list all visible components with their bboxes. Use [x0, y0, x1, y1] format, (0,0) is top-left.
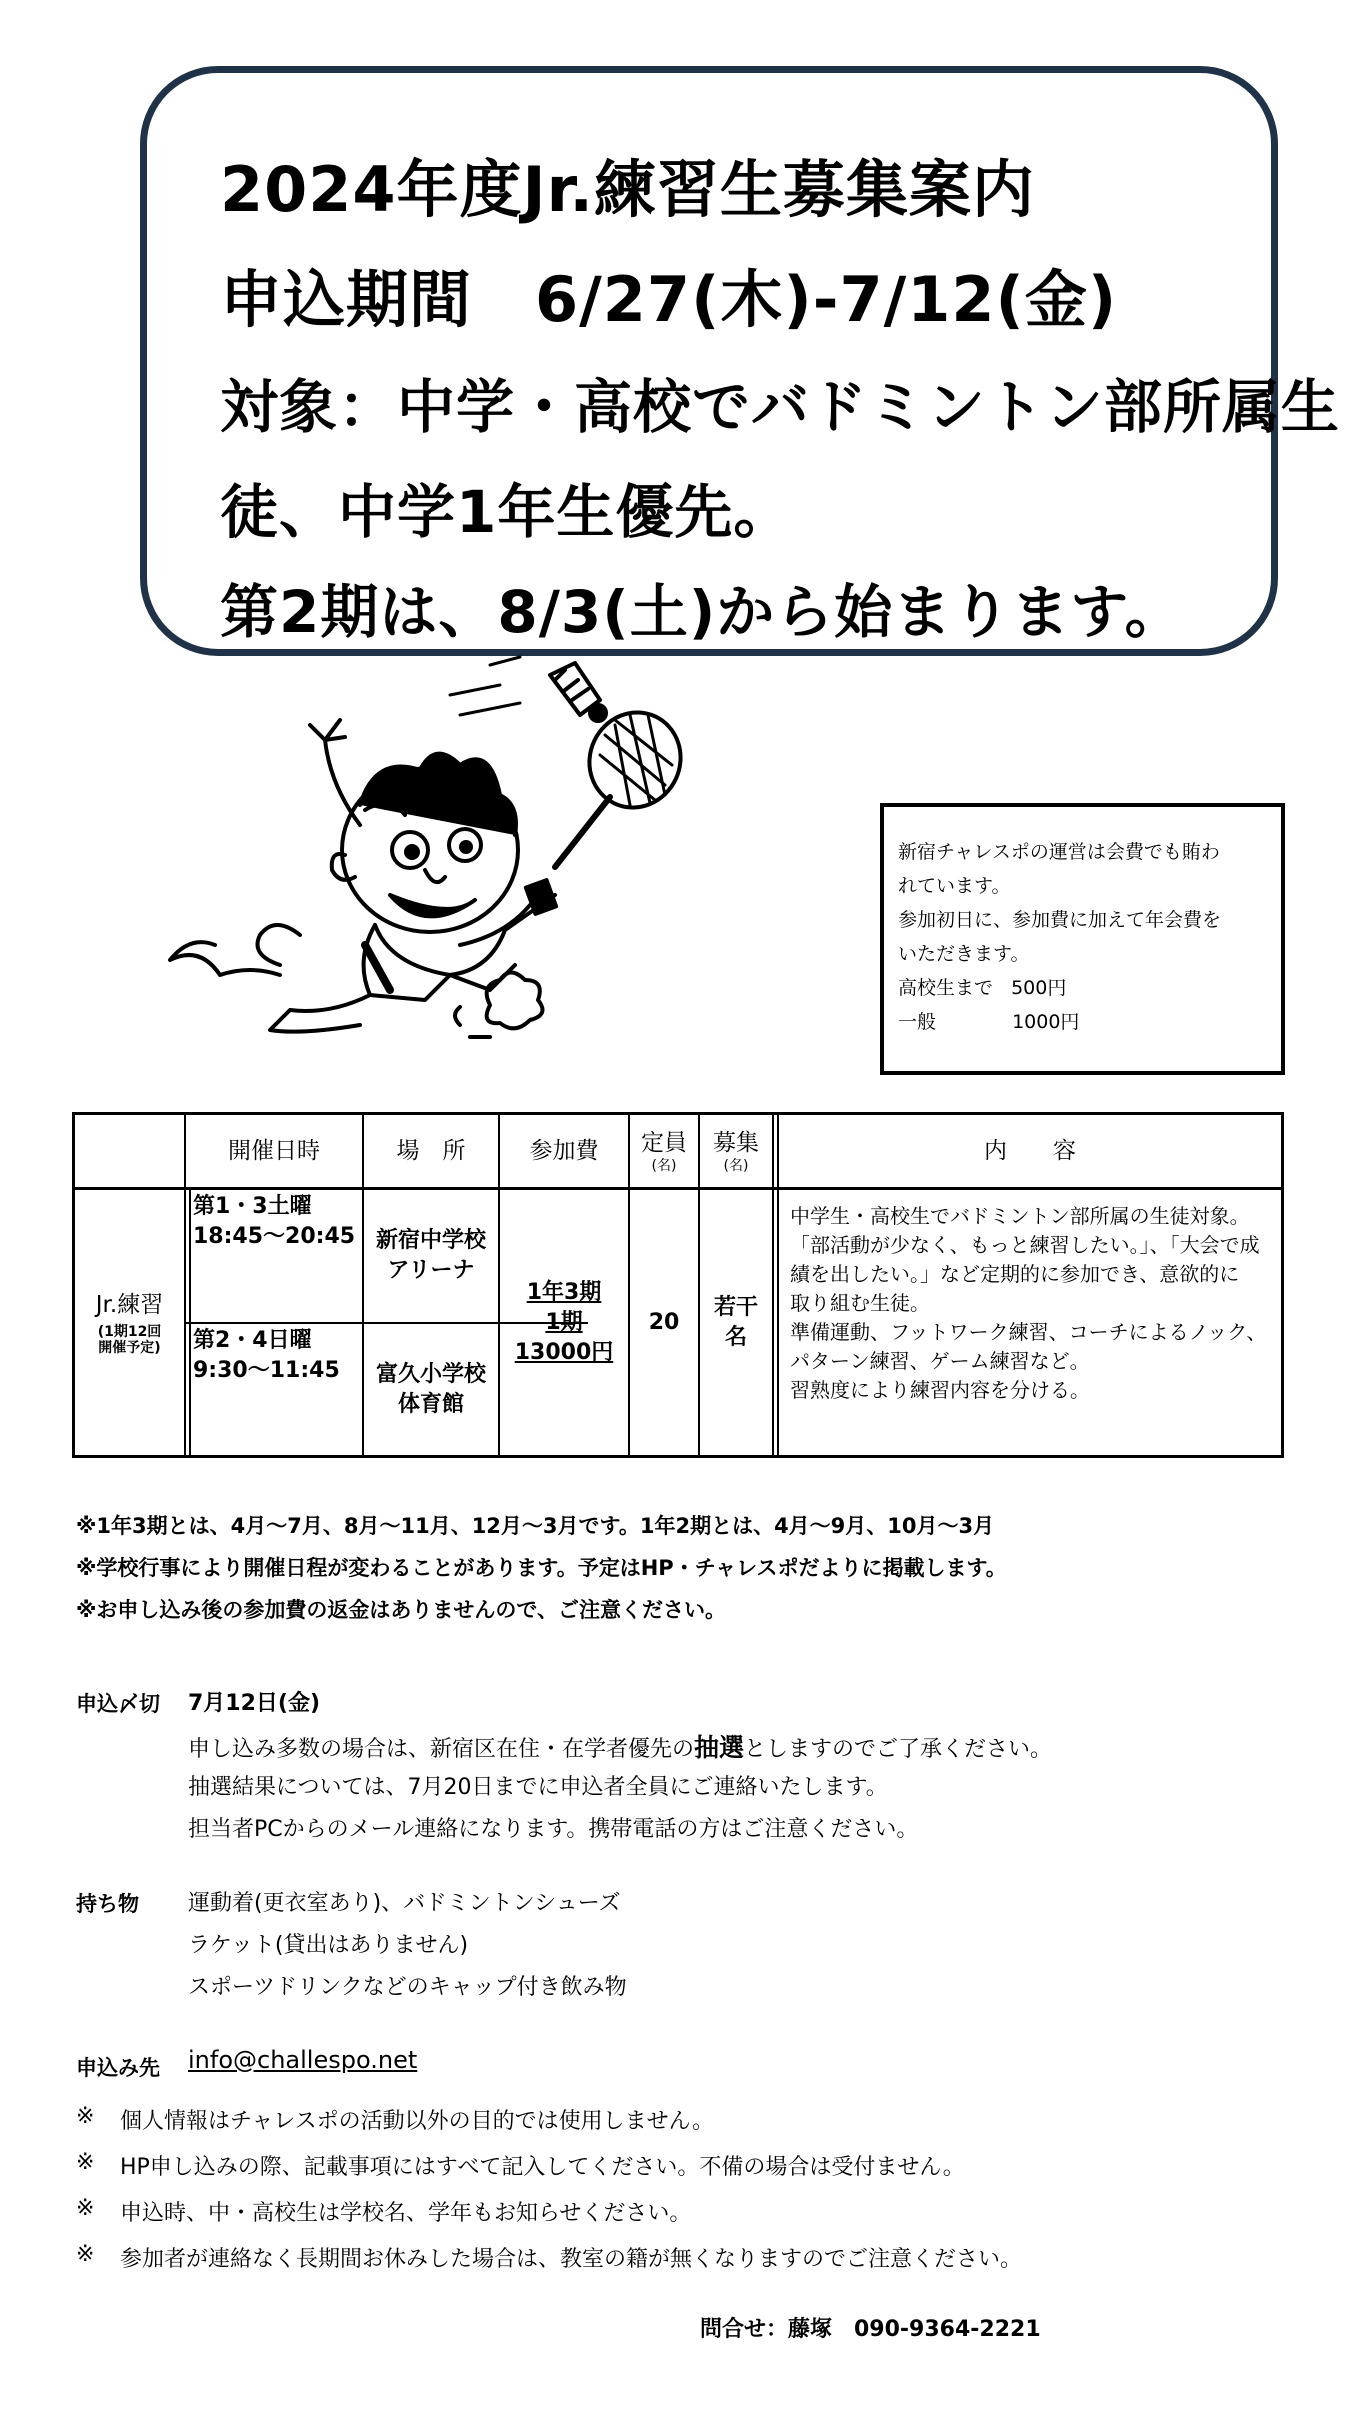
note-no-refund: ※お申し込み後の参加費の返金はありませんので、ご注意ください。 [76, 1598, 726, 1622]
headline-target-line2: 徒、中学1年生優先。 [220, 478, 793, 546]
date2-day: 第2・4日曜 [193, 1328, 312, 1353]
place1-sub: アリーナ [387, 1258, 475, 1283]
place1-cell [364, 1192, 498, 1320]
caution-item: 申込時、中・高校生は学校名、学年もお知らせください。 [120, 2201, 692, 2226]
header-content: 内 容 [984, 1138, 1076, 1164]
badminton-boy-illustration [160, 645, 740, 1045]
place2-sub: 体育館 [397, 1392, 464, 1417]
fee-label: 一般 [898, 1011, 937, 1033]
racket-icon [555, 697, 696, 867]
place2-name: 富久小学校 [375, 1362, 486, 1387]
membership-fee-note [880, 803, 1285, 1075]
header-capacity-label: 定員 [641, 1130, 687, 1156]
headline-start-date: 第2期は、8/3(土)から始まります。 [220, 578, 1184, 646]
boy-head [332, 754, 518, 932]
caution-mark: ※ [76, 2242, 95, 2267]
program-note: 開催予定) [98, 1339, 161, 1356]
content-line: 績を出したい。」など定期的に参加でき、意欲的に [790, 1262, 1240, 1286]
content-line: 中学生・高校生でバドミントン部所属の生徒対象。 [790, 1204, 1250, 1228]
caution-mark: ※ [76, 2104, 95, 2129]
deadline-result-line: 抽選結果については、7月20日までに申込者全員にご連絡いたします。 [188, 1775, 888, 1800]
belongings-item: 運動着(更衣室あり)、バドミントンシューズ [188, 1891, 621, 1916]
caution-item: 参加者が連絡なく長期間お休みした場合は、教室の籍が無くなりますのでご注意ください。 [120, 2247, 1023, 2272]
header-datetime: 開催日時 [228, 1138, 320, 1164]
fee-row-student [898, 971, 1267, 1005]
fee-amount: 500円 [1011, 977, 1067, 999]
header-recruit-label: 募集 [713, 1130, 759, 1156]
belongings-item: スポーツドリンクなどのキャップ付き飲み物 [188, 1975, 627, 2000]
fee-amount: 1000円 [1012, 1011, 1080, 1033]
deadline-label: 申込〆切 [76, 1692, 160, 1716]
note-schedule-change: ※学校行事により開催日程が変わることがあります。予定はHP・チャレスポだよりに掲載します。 [76, 1556, 1007, 1580]
date1-day: 第1・3土曜 [193, 1194, 312, 1219]
deadline-date: 7月12日(金) [188, 1691, 321, 1716]
recruit-value: 名 [724, 1324, 747, 1350]
date1-cell [193, 1192, 362, 1320]
caution-mark: ※ [76, 2150, 95, 2175]
date2-time: 9:30～11:45 [193, 1358, 340, 1383]
belongings-label: 持ち物 [76, 1892, 139, 1916]
headline-title: 2024年度Jr.練習生募集案内 [220, 153, 1035, 226]
header-recruit-unit: (名) [723, 1158, 749, 1174]
content-line: パターン練習、ゲーム練習など。 [790, 1349, 1090, 1373]
header-capacity-unit: (名) [651, 1158, 677, 1174]
apply-label: 申込み先 [76, 2056, 160, 2080]
caution-item: HP申し込みの際、記載事項にはすべて記入してください。不備の場合は受付ません。 [120, 2155, 965, 2180]
deadline-lottery-line [188, 1728, 1052, 1764]
fee-amount: 13000円 [514, 1339, 614, 1365]
program-note: (1期12回 [97, 1323, 162, 1340]
caution-mark: ※ [76, 2196, 95, 2221]
caution-item: 個人情報はチャレスポの活動以外の目的では使用しません。 [120, 2109, 715, 2134]
fee-period: 1期 [545, 1309, 583, 1335]
lottery-text-bold: 抽選 [694, 1733, 745, 1762]
content-line: 「部活動が少なく、もっと練習したい。」、「大会で成 [790, 1233, 1260, 1257]
fee-cell [500, 1190, 628, 1455]
date2-cell [193, 1326, 362, 1454]
fee-period: 1年3期 [526, 1279, 602, 1305]
shuttlecock-icon [550, 663, 606, 721]
belongings-item: ラケット(貸出はありません) [188, 1933, 469, 1958]
recruit-cell [700, 1190, 772, 1455]
place2-cell [364, 1326, 498, 1454]
content-line: 習熟度により練習内容を分ける。 [790, 1378, 1090, 1402]
fee-row-adult [898, 1005, 1267, 1039]
content-line: 準備運動、フットワーク練習、コーチによるノック、 [790, 1320, 1267, 1344]
fee-note-line: いただきます。 [898, 943, 1030, 965]
header-place: 場 所 [396, 1138, 466, 1164]
capacity-value: 20 [648, 1309, 680, 1335]
date1-time: 18:45～20:45 [193, 1224, 356, 1249]
content-line: 取り組む生徒。 [790, 1291, 930, 1315]
recruit-value: 若干 [713, 1294, 758, 1320]
fee-label: 高校生まで [898, 977, 994, 999]
fee-note-line: れています。 [898, 875, 1011, 897]
program-cell [75, 1190, 184, 1455]
lottery-text-pre: 申し込み多数の場合は、新宿区在住・在学者優先の [188, 1737, 695, 1762]
content-cell [790, 1192, 1280, 1462]
schedule-table [72, 1112, 1284, 1458]
header-recruit [700, 1115, 772, 1187]
lottery-text-post: としますのでご了承ください。 [744, 1737, 1053, 1762]
contact-info: 問合せ：藤塚 090-9364-2221 [700, 2317, 1041, 2342]
headline-target-line1: 対象：中学・高校でバドミントン部所属生 [220, 373, 1340, 441]
place1-name: 新宿中学校 [375, 1228, 486, 1253]
fee-note-line: 新宿チャレスポの運営は会費でも賄わ [898, 841, 1220, 863]
fee-note-line: 参加初日に、参加費に加えて年会費を [898, 909, 1222, 931]
header-fee: 参加費 [529, 1138, 599, 1164]
note-periods: ※1年3期とは、4月～7月、8月～11月、12月～3月です。1年2期とは、4月～9月、10月～3月 [76, 1514, 995, 1538]
program-name: Jr.練習 [95, 1291, 164, 1318]
header-capacity [630, 1115, 698, 1187]
headline-period: 申込期間 6/27(木)-7/12(金) [220, 263, 1118, 336]
apply-email-link[interactable]: info@challespo.net [188, 2046, 418, 2074]
deadline-email-line: 担当者PCからのメール連絡になります。携帯電話の方はご注意ください。 [188, 1817, 919, 1842]
